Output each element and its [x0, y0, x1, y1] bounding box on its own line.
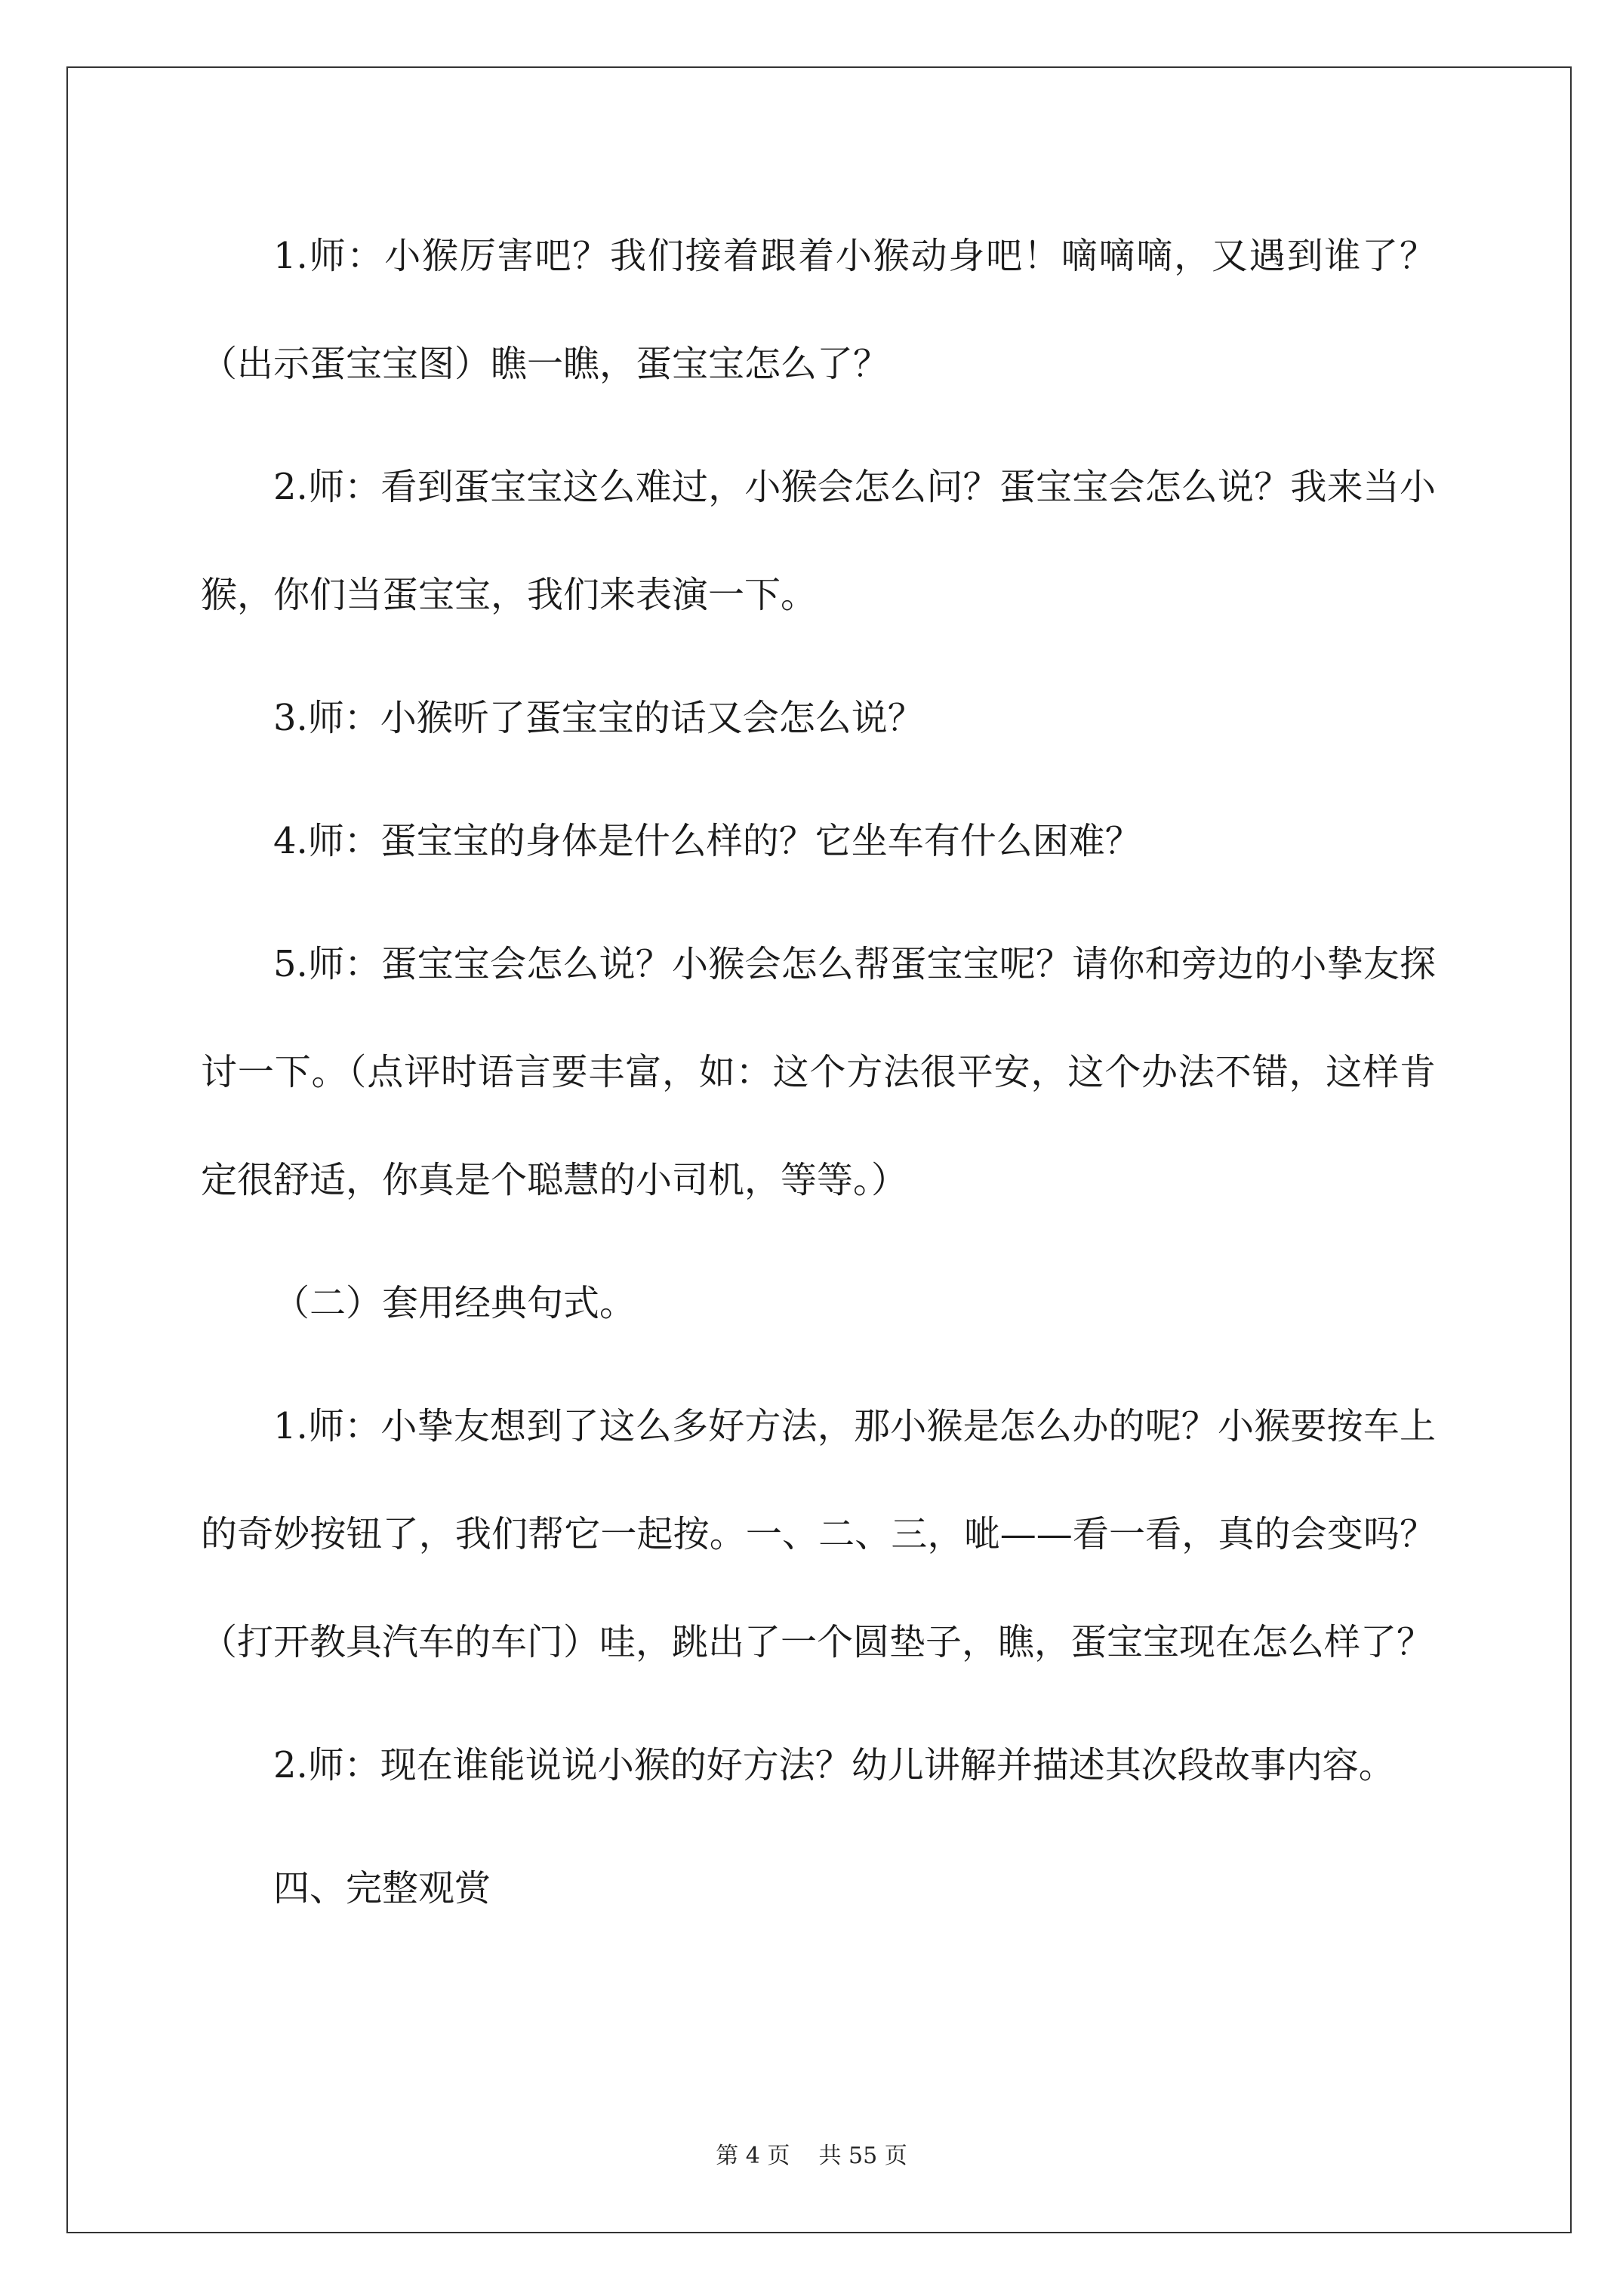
page-number: 第 4 页 共 55 页 [716, 2143, 907, 2169]
section-heading: （二）套用经典句式。 [273, 1282, 636, 1324]
paragraph: 1.师：小挚友想到了这么多好方法，那小猴是怎么办的呢？小猴要按车上的奇妙按钮了，我们帮它一起按。一、二、三，呲——看一看，真的会变吗？（打开教具汽车的车门）哇，跳出了一个圆垫子，瞧，蛋宝宝现在怎么样了？ [201, 1405, 1436, 1663]
paragraph: 2.师：现在谁能说说小猴的好方法？幼儿讲解并描述其次段故事内容。 [273, 1744, 1395, 1786]
paragraph: 3.师：小猴听了蛋宝宝的话又会怎么说？ [273, 697, 924, 739]
document-body [201, 202, 1436, 1958]
paragraph: 2.师：看到蛋宝宝这么难过，小猴会怎么问？蛋宝宝会怎么说？我来当小猴，你们当蛋宝宝，我们来表演一下。 [201, 466, 1436, 616]
paragraph: 5.师：蛋宝宝会怎么说？小猴会怎么帮蛋宝宝呢？请你和旁边的小挚友探讨一下。（点评时语言要丰富，如：这个方法很平安，这个办法不错，这样肯定很舒适，你真是个聪慧的小司机，等等。） [201, 943, 1436, 1201]
section-heading: 四、完整观赏 [273, 1867, 491, 1909]
paragraph: 4.师：蛋宝宝的身体是什么样的？它坐车有什么困难？ [273, 820, 1141, 862]
paragraph: 1.师：小猴厉害吧？我们接着跟着小猴动身吧！嘀嘀嘀，又遇到谁了？（出示蛋宝宝图）瞧一瞧，蛋宝宝怎么了？ [201, 235, 1436, 385]
